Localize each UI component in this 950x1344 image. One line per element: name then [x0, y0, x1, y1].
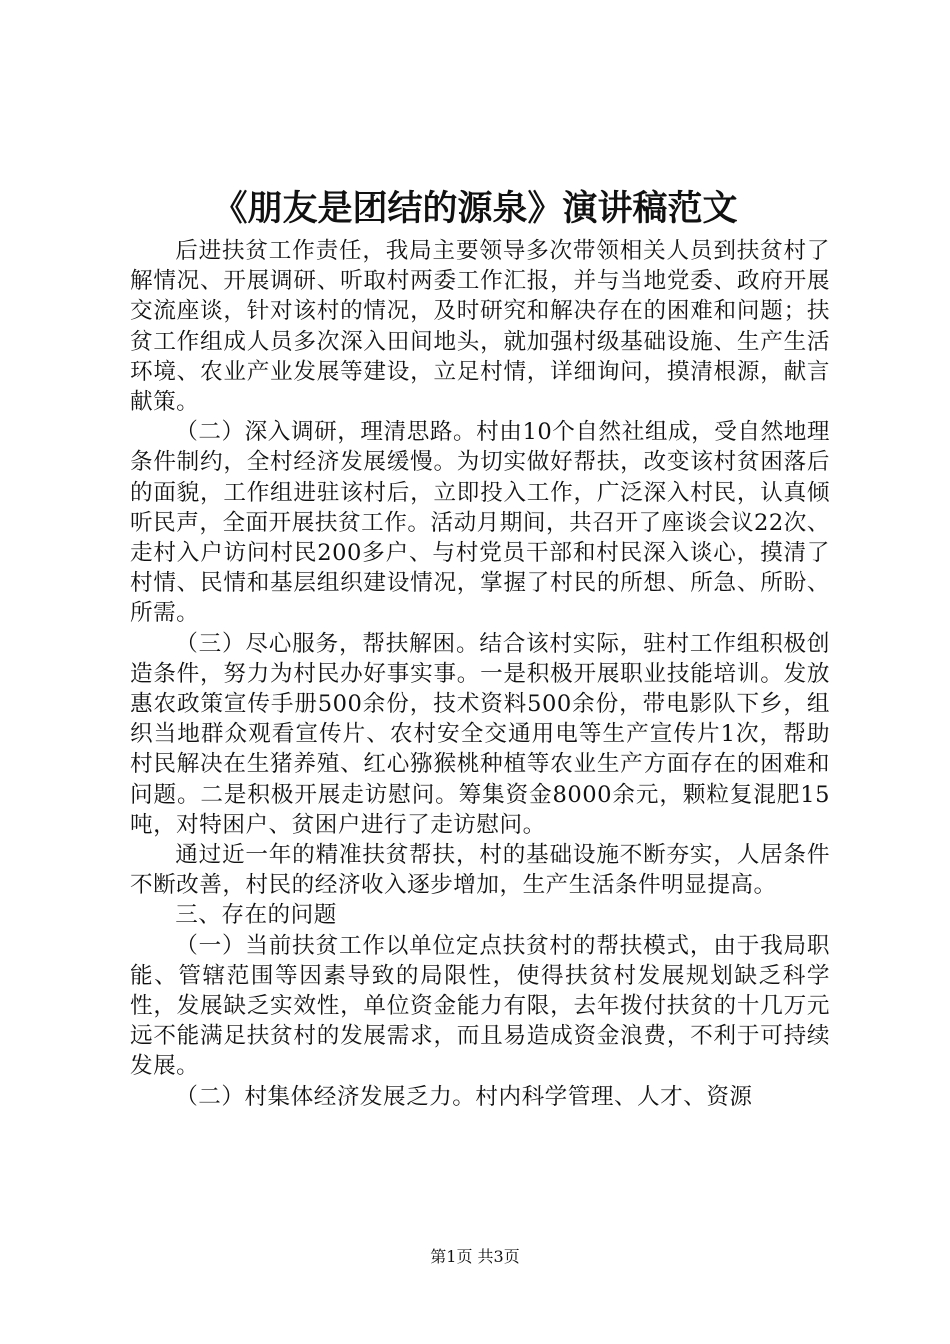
document-title: 《朋友是团结的源泉》演讲稿范文	[212, 189, 738, 229]
page-footer: 第1页 共3页	[430, 1247, 520, 1266]
paragraph: （一）当前扶贫工作以单位定点扶贫村的帮扶模式，由于我局职能、管辖范围等因素导致的局限性，使得扶贫村发展规划缺乏科学性，发展缺乏实效性，单位资金能力有限，去年拨付扶贫的十几万元远不能满足扶贫村的发展需求，而且易造成资金浪费，不利于可持续发展。	[130, 932, 830, 1080]
paragraph: 通过近一年的精准扶贫帮扶，村的基础设施不断夯实，人居条件不断改善，村民的经济收入逐步增加，生产生活条件明显提高。	[130, 842, 830, 899]
paragraph: 后进扶贫工作责任，我局主要领导多次带领相关人员到扶贫村了解情况、开展调研、听取村两委工作汇报，并与当地党委、政府开展交流座谈，针对该村的情况，及时研究和解决存在的困难和问题；扶贫工作组成人员多次深入田间地头，就加强村级基础设施、生产生活环境、农业产业发展等建设，立足村情，详细询问，摸清根源，献言献策。	[130, 238, 830, 416]
document-body	[130, 236, 830, 1112]
section-heading: 三、存在的问题	[175, 902, 337, 929]
paragraph: （二）深入调研，理清思路。村由10个自然社组成，受自然地理条件制约，全村经济发展缓慢。为切实做好帮扶，改变该村贫困落后的面貌，工作组进驻该村后，立即投入工作，广泛深入村民，认真倾听民声，全面开展扶贫工作。活动月期间，共召开了座谈会议22次、走村入户访问村民200多户、与村党员干部和村民深入谈心，摸清了村情、民情和基层组织建设情况，掌握了村民的所想、所急、所盼、所需。	[130, 419, 830, 627]
paragraph: （二）村集体经济发展乏力。村内科学管理、人才、资源	[175, 1083, 753, 1110]
paragraph: （三）尽心服务，帮扶解困。结合该村实际，驻村工作组积极创造条件，努力为村民办好事实事。一是积极开展职业技能培训。发放惠农政策宣传手册500余份，技术资料500余份，带电影队下乡，组织当地群众观看宣传片、农村安全交通用电等生产宣传片1次，帮助村民解决在生猪养殖、红心猕猴桃种植等农业生产方面存在的困难和问题。二是积极开展走访慰问。筹集资金8000余元，颗粒复混肥15吨，对特困户、贫困户进行了走访慰问。	[130, 630, 830, 838]
